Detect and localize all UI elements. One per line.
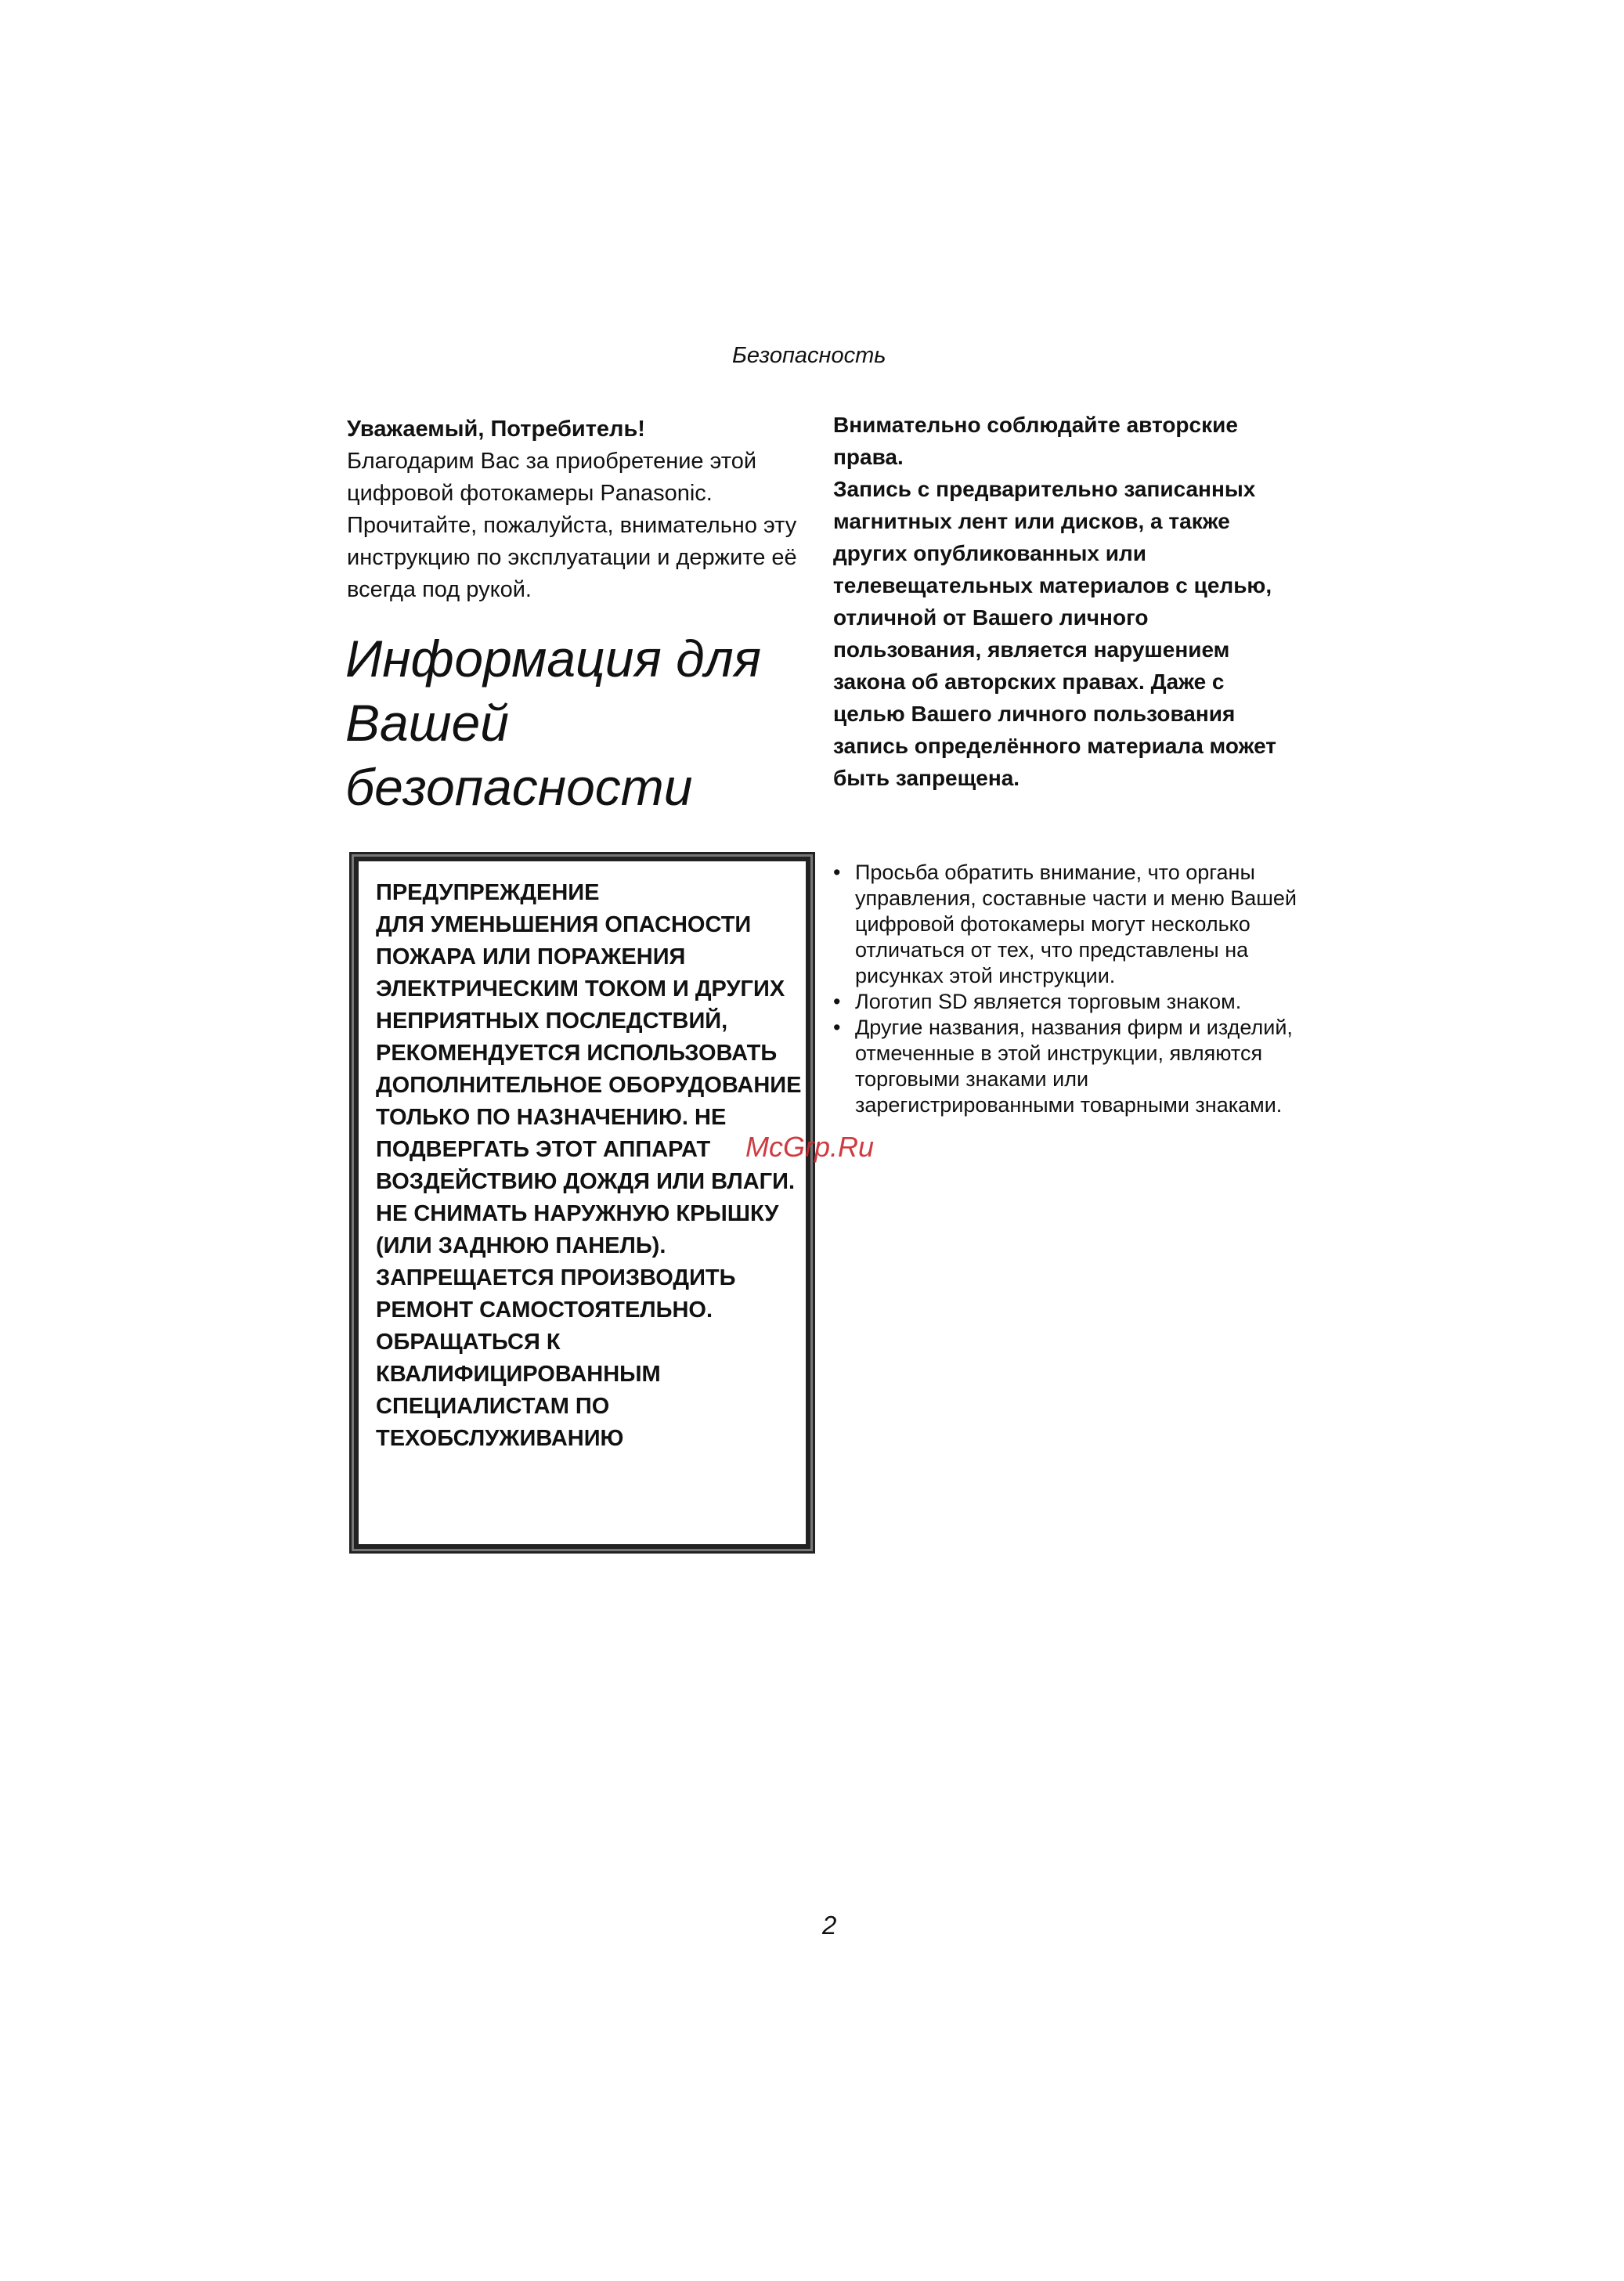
warning-text: ДЛЯ УМЕНЬШЕНИЯ ОПАСНОСТИ ПОЖАРА ИЛИ ПОРАЖЕНИЯ ЭЛЕКТРИЧЕСКИМ ТОКОМ И ДРУГИХ НЕПРИЯТНЫХ ПОСЛЕДСТВИЙ, РЕКОМЕНДУЕТСЯ ИСПОЛЬЗОВАТЬ ДОПОЛНИТЕЛЬНОЕ ОБОРУДОВАНИЕ ТОЛЬКО ПО НАЗНАЧЕНИЮ. НЕ ПОДВЕРГАТЬ ЭТОТ АППАРАТ ВОЗДЕЙСТВИЮ ДОЖДЯ ИЛИ ВЛАГИ. НЕ СНИМАТЬ НАРУЖНУЮ КРЫШКУ (ИЛИ ЗАДНЮЮ ПАНЕЛЬ). ЗАПРЕЩАЕТСЯ ПРОИЗВОДИТЬ РЕМОНТ САМОСТОЯТЕЛЬНО. ОБРАЩАТЬСЯ К КВАЛИФИЦИРОВАННЫМ СПЕЦИАЛИСТАМ ПО ТЕХОБСЛУЖИВАНИЮ: [376, 912, 802, 1451]
note-item: • Другие названия, названия фирм и изделий, отмеченные в этой инструкции, являются торговыми знаками или зарегистрированными товарными знаками.: [833, 1015, 1303, 1118]
running-title: Безопасность: [732, 343, 886, 368]
copyright-heading: Внимательно соблюдайте авторские права.: [833, 413, 1238, 469]
watermark: McGrp.Ru: [745, 1131, 875, 1163]
copyright-block: [833, 409, 1287, 794]
warning-content: [376, 877, 810, 1455]
copyright-text: Запись с предварительно записанных магнитных лент или дисков, а также других опубликованных или телевещательных материалов с целью, отличной от Вашего личного пользования, является нарушением закона об авторских правах. Даже с целью Вашего личного пользования запись определённого материала может быть запрещена.: [833, 477, 1277, 790]
note-item: • Логотип SD является торговым знаком.: [833, 989, 1303, 1015]
notes-list: [833, 860, 1303, 1118]
greeting-text: Благодарим Вас за приобретение этой цифровой фотокамеры Panasonic. Прочитайте, пожалуйста, внимательно эту инструкцию по эксплуатации и держите её всегда под рукой.: [347, 449, 797, 602]
note-item: • Просьба обратить внимание, что органы управления, составные части и меню Вашей цифровой фотокамеры могут несколько отличаться от тех, что представлены на рисунках этой инструкции.: [833, 860, 1303, 989]
warning-title: ПРЕДУПРЕЖДЕНИЕ: [376, 880, 600, 905]
page-number: 2: [822, 1911, 837, 1940]
greeting-salutation: Уважаемый, Потребитель!: [347, 417, 645, 442]
section-title: Информация для Вашей безопасности: [345, 630, 762, 816]
warning-box: [349, 852, 815, 1554]
greeting-block: [347, 413, 809, 606]
